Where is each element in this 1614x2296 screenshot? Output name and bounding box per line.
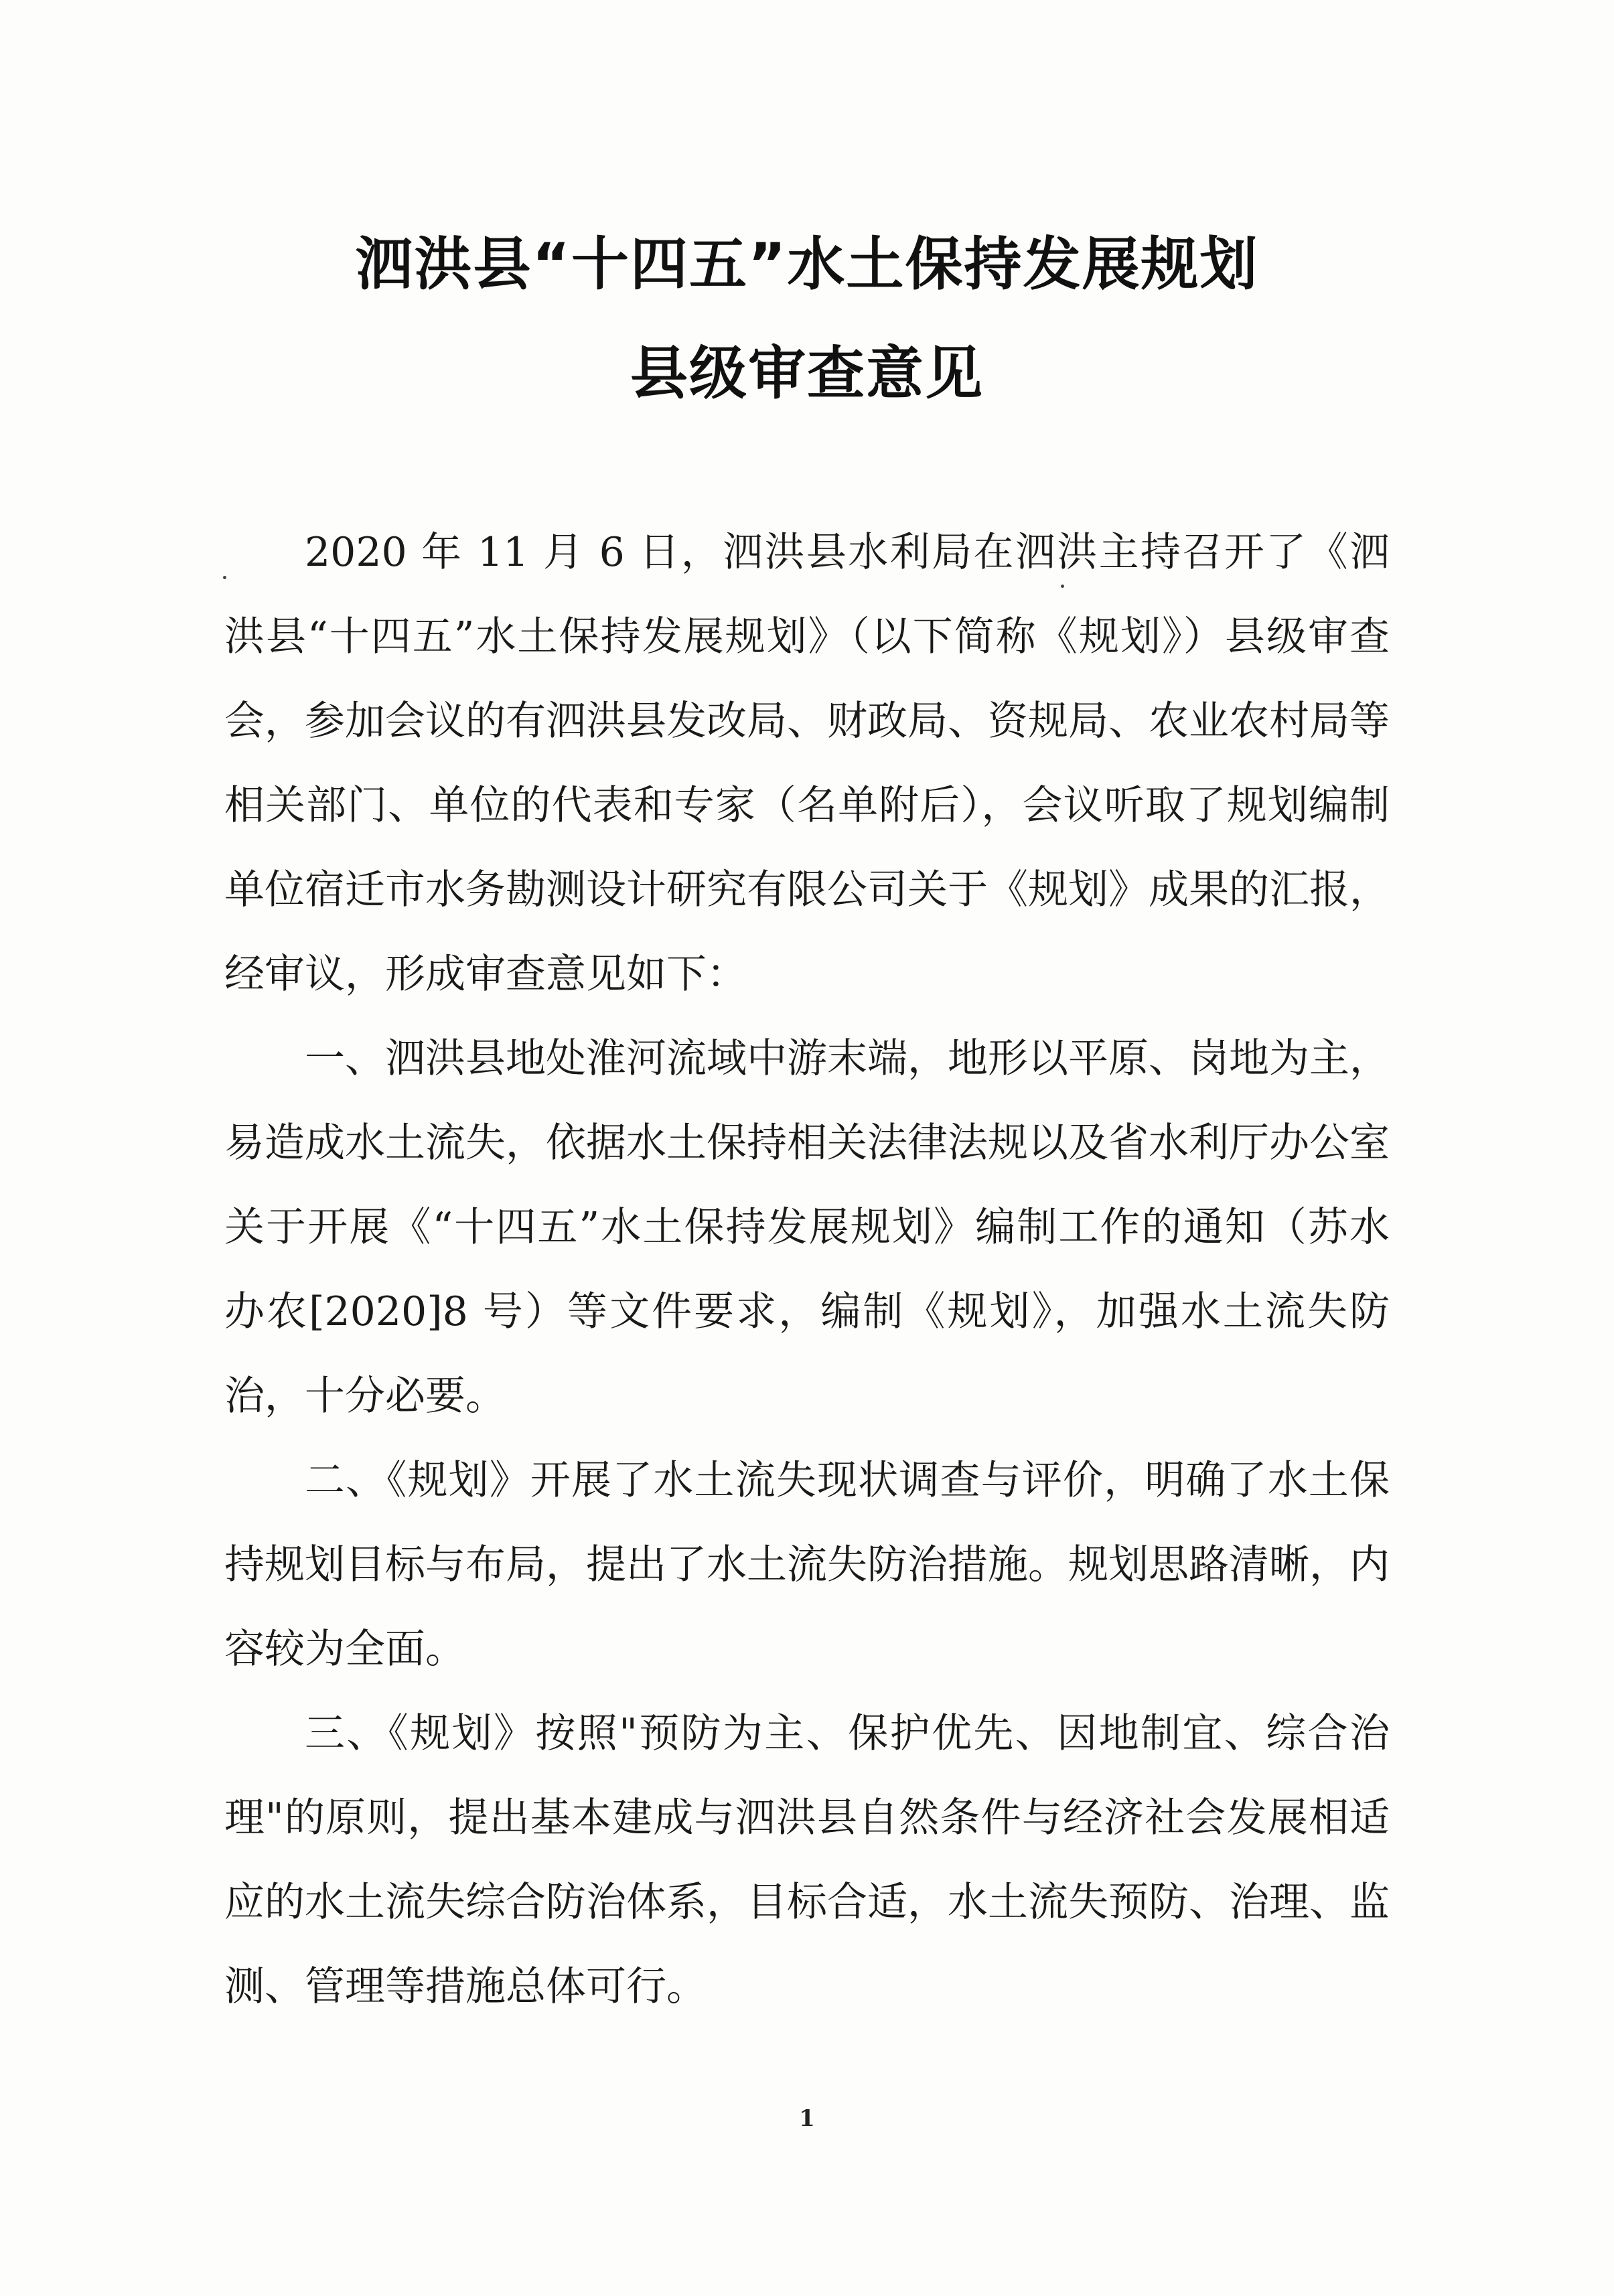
paragraph-opinion-1: 一、泗洪县地处淮河流域中游末端，地形以平原、岗地为主，易造成水土流失，依据水土保持相关法律法规以及省水利厅办公室关于开展《“十四五”水土保持发展规划》编制工作的通知（苏水办农[2020]8 号）等文件要求，编制《规划》，加强水土流失防治，十分必要。 <box>224 1035 1390 1420</box>
paragraph-intro: 2020 年 11 月 6 日，泗洪县水利局在泗洪主持召开了《泗洪县“十四五”水土保持发展规划》（以下简称《规划》）县级审查会，参加会议的有泗洪县发改局、财政局、资规局、农业农村局等相关部门、单位的代表和专家（名单附后），会议听取了规划编制单位宿迁市水务勘测设计研究有限公司关于《规划》成果的汇报，经审议，形成审查意见如下： <box>224 529 1390 998</box>
document-title-line-2: 县级审查意见 <box>630 340 984 407</box>
scan-speck <box>1061 585 1064 588</box>
paragraph-opinion-2: 二、《规划》开展了水土流失现状调查与评价，明确了水土保持规划目标与布局，提出了水土流失防治措施。规划思路清晰，内容较为全面。 <box>224 1457 1390 1673</box>
scan-speck <box>223 576 226 579</box>
paragraph-opinion-3: 三、《规划》按照"预防为主、保护优先、因地制宜、综合治理"的原则，提出基本建成与泗洪县自然条件与经济社会发展相适应的水土流失综合防治体系，目标合适，水土流失预防、治理、监测、管理等措施总体可行。 <box>224 1710 1390 2010</box>
document-title-line-1: 泗洪县“十四五”水土保持发展规划 <box>355 231 1259 298</box>
page-number: 1 <box>799 2105 815 2132</box>
